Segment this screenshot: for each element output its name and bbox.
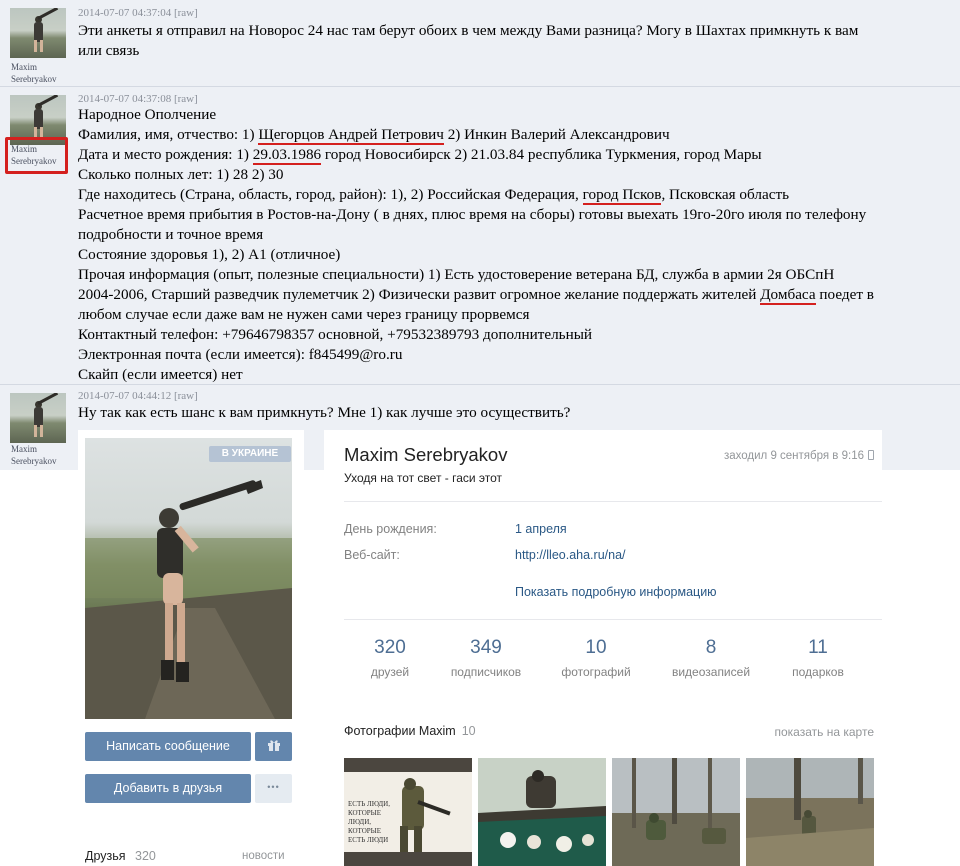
counter-videos[interactable]: 8 видеозаписей — [671, 637, 751, 679]
highlighted-name: Щегорцов Андрей Петрович — [258, 126, 444, 143]
highlighted-date: 29.03.1986 — [252, 146, 322, 163]
forum-post — [0, 0, 960, 87]
friends-label: Друзья — [85, 849, 126, 863]
country-badge[interactable]: В УКРАИНЕ — [209, 446, 291, 462]
user-avatar[interactable] — [10, 8, 66, 58]
photo-thumbnail[interactable] — [344, 758, 472, 866]
profile-info-card — [324, 430, 882, 698]
divider — [344, 619, 882, 620]
post-text: Народное Ополчение Фамилия, имя, отчество: 1) Щегорцов Андрей Петрович 2) Инкин Валерий Александрович Дата и место рождения: 1) 29.03.1986 город Новосибирск 2) 21.03.84 республика Туркмения, город Мары Сколько полных лет: 1) 28 2) 30 Где находитесь (Страна, область, город, район): 1), 2) Российская Федерация, город Псков, Псковская область Расчетное время прибытия в Ростов-на-Дону ( в днях, плюс время на сборы) готовы выехать 19го-20го июля по телефону подробности и точное время Состояние здоровья 1), 2) А1 (отличное) Прочая информация (опыт, полезные специальности) 1) Есть удостоверение ветерана БД, служба в армии 2я ОБСпН 2004-2006, Старший разведчик пулеметчик 2) Физически развит огромное желание поддержать жителей Домбаса поедет в любом случае если даже вам не нужен сами через границу прорвемся Контактный телефон: +79646798357 основной, +79532389793 дополнительный Электронная почта (если имеется): f845499@ro.ru Скайп (если имеется) нет — [78, 106, 874, 383]
photos-section — [324, 710, 882, 866]
profile-photo-image — [85, 438, 292, 719]
website-label: Веб-сайт: — [344, 548, 400, 562]
post-username[interactable]: Maxim Serebryakov — [11, 62, 57, 84]
add-friend-button[interactable]: Добавить в друзья — [85, 774, 251, 803]
counter-friends[interactable]: 320 друзей — [370, 637, 410, 679]
divider — [344, 501, 882, 502]
counter-gifts[interactable]: 11 подарков — [792, 637, 844, 679]
photo-thumbnail[interactable] — [478, 758, 606, 866]
friends-header[interactable] — [78, 840, 304, 866]
photos-title[interactable]: Фотографии Maxim 10 — [344, 724, 476, 738]
counter-followers[interactable]: 349 подписчиков — [450, 637, 522, 679]
photo-thumbnail[interactable] — [612, 758, 740, 866]
post-timestamp: 2014-07-07 04:37:04 [raw] — [78, 7, 198, 19]
website-link[interactable]: http://lleo.aha.ru/na/ — [515, 548, 626, 562]
mobile-icon — [868, 450, 874, 460]
photo-billiards-image — [478, 758, 606, 866]
photo-thumbnail[interactable] — [746, 758, 874, 866]
post-text: Эти анкеты я отправил на Новорос 24 нас там берут обоих в чем между Вами разница? Могу в Шахтах примкнуть к вам или связь — [78, 22, 859, 59]
photo-field-image — [746, 758, 874, 866]
post-username[interactable]: Maxim Serebryakov — [11, 144, 57, 166]
gift-icon — [267, 738, 281, 752]
birthday-value[interactable]: 1 апреля — [515, 522, 567, 536]
counter-photos[interactable]: 10 фотографий — [561, 637, 631, 679]
poster-text: ЕСТЬ ЛЮДИ, КОТОРЫЕ ЛЮДИ, КОТОРЫЕ ЕСТЬ ЛЮДИ — [348, 800, 390, 844]
last-seen: заходил 9 сентября в 9:16 — [724, 450, 874, 462]
post-text: Ну так как есть шанс к вам примкнуть? Мне 1) как лучше это осуществить? — [78, 404, 571, 421]
highlight-box — [5, 137, 68, 174]
highlighted-region: Домбаса — [760, 286, 816, 303]
post-timestamp: 2014-07-07 04:37:08 [raw] — [78, 93, 198, 105]
gift-button[interactable] — [255, 732, 292, 761]
user-avatar[interactable] — [10, 393, 66, 443]
profile-name: Maxim Serebryakov — [344, 444, 508, 465]
more-actions-button[interactable]: ••• — [255, 774, 292, 803]
post-username[interactable]: Maxim Serebryakov — [11, 444, 57, 466]
profile-photo[interactable] — [85, 438, 292, 719]
profile-status: Уходя на тот свет - гаси этот — [344, 471, 503, 485]
birthday-label: День рождения: — [344, 522, 437, 536]
post-timestamp: 2014-07-07 04:44:12 [raw] — [78, 390, 198, 402]
forum-post — [0, 87, 960, 385]
send-message-button[interactable]: Написать сообщение — [85, 732, 251, 761]
profile-left-column — [78, 430, 304, 866]
show-on-map-link[interactable]: показать на карте — [774, 725, 874, 739]
photo-forest-image — [612, 758, 740, 866]
news-link[interactable]: новости — [242, 850, 285, 862]
show-more-info-link[interactable]: Показать подробную информацию — [515, 585, 717, 599]
friends-count: 320 — [135, 849, 156, 863]
highlighted-city: город Псков — [582, 186, 662, 203]
